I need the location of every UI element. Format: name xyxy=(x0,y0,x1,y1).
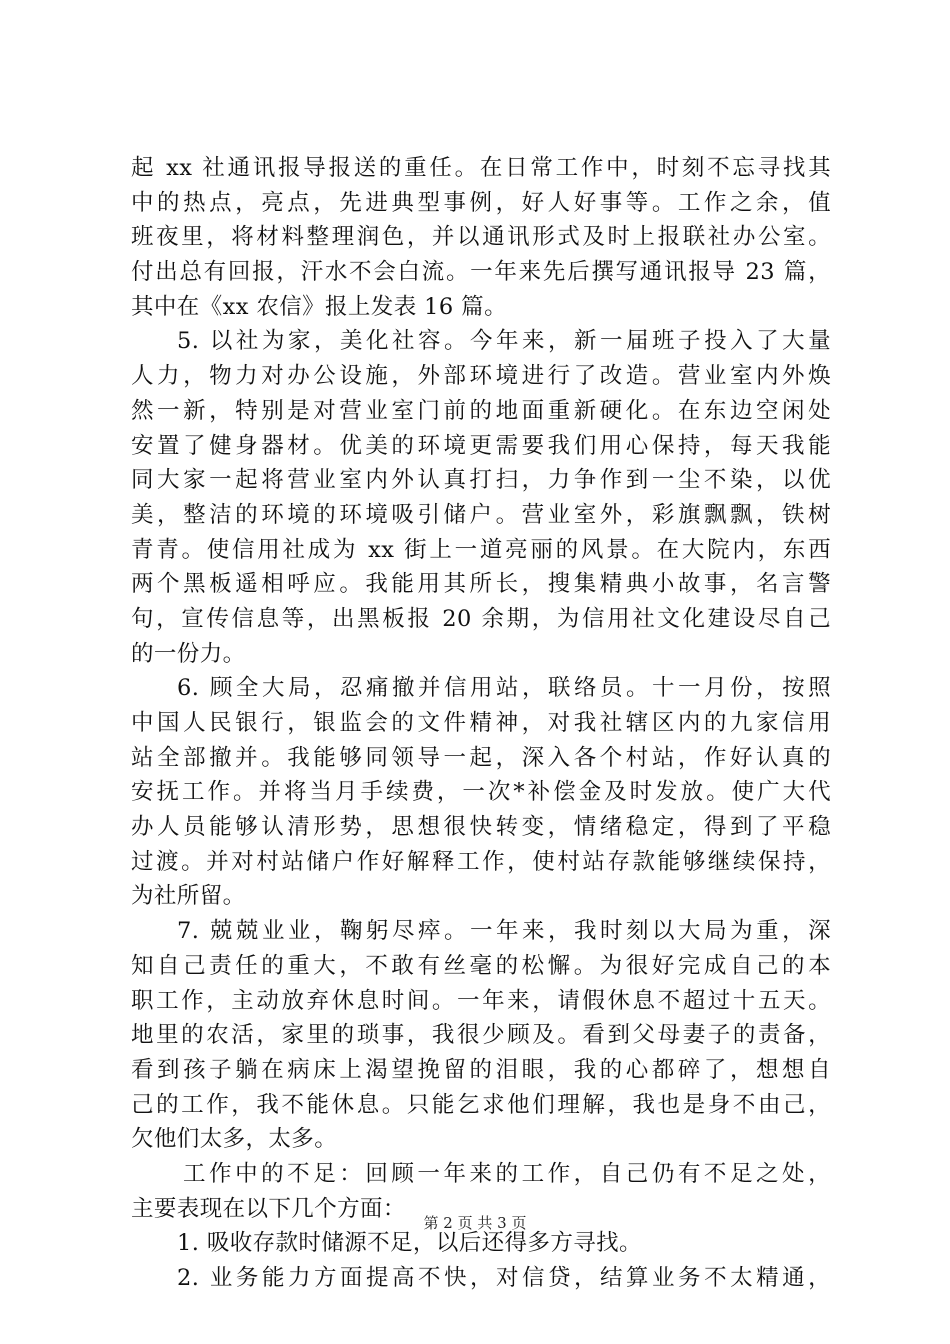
text-line: 地里的农活，家里的琐事，我很少顾及。看到父母妻子的责备， xyxy=(131,1022,831,1049)
text-line: 7. 兢兢业业，鞠躬尽瘁。一年来，我时刻以大局为重，深 xyxy=(177,918,831,945)
text-line: 两个黑板遥相呼应。我能用其所长，搜集精典小故事，名言警 xyxy=(131,571,831,598)
text-line: 2. 业务能力方面提高不快，对信贷，结算业务不太精通， xyxy=(177,1265,831,1291)
text-line: 5. 以社为家，美化社容。今年来，新一届班子投入了大量 xyxy=(177,328,831,355)
text-line: 1. 吸收存款时储源不足，以后还得多方寻找。 xyxy=(177,1230,642,1257)
text-line: 美，整洁的环境的环境吸引储户。营业室外，彩旗飘飘，铁树 xyxy=(131,501,831,528)
text-line: 同大家一起将营业室内外认真打扫，力争作到一尘不染，以优 xyxy=(131,467,831,494)
text-line: 工作中的不足：回顾一年来的工作，自己仍有不足之处， xyxy=(183,1160,831,1187)
text-line: 然一新，特别是对营业室门前的地面重新硬化。在东边空闲处 xyxy=(131,397,831,424)
document-body xyxy=(131,151,831,1296)
text-line: 付出总有回报，汗水不会白流。一年来先后撰写通讯报导 23 篇， xyxy=(131,259,831,286)
text-line: 主要表现在以下几个方面： xyxy=(131,1195,406,1222)
text-line: 己的工作，我不能休息。只能乞求他们理解，我也是身不由己， xyxy=(131,1091,831,1118)
text-line: 的一份力。 xyxy=(131,640,246,667)
text-line: 起 xx 社通讯报导报送的重任。在日常工作中，时刻不忘寻找其 xyxy=(131,155,831,181)
page-footer: 第 2 页 共 3 页 xyxy=(423,1214,527,1232)
text-line: 中的热点，亮点，先进典型事例，好人好事等。工作之余，值 xyxy=(131,189,831,216)
text-line: 其中在《xx 农信》报上发表 16 篇。 xyxy=(131,293,507,320)
text-line: 职工作，主动放弃休息时间。一年来，请假休息不超过十五天。 xyxy=(131,987,831,1014)
text-line: 句，宣传信息等，出黑板报 20 余期，为信用社文化建设尽自己 xyxy=(131,605,831,632)
text-line: 过渡。并对村站储户作好解释工作，使村站存款能够继续保持， xyxy=(131,848,831,875)
text-line: 安抚工作。并将当月手续费，一次*补偿金及时发放。使广大代 xyxy=(131,779,831,806)
text-line: 知自己责任的重大，不敢有丝毫的松懈。为很好完成自己的本 xyxy=(131,952,831,979)
text-line: 青青。使信用社成为 xx 街上一道亮丽的风景。在大院内，东西 xyxy=(131,536,831,563)
text-line: 办人员能够认清形势，思想很快转变，情绪稳定，得到了平稳 xyxy=(131,814,831,841)
text-line: 中国人民银行，银监会的文件精神，对我社辖区内的九家信用 xyxy=(131,710,831,736)
text-line: 看到孩子躺在病床上渴望挽留的泪眼，我的心都碎了，想想自 xyxy=(131,1056,831,1083)
text-line: 欠他们太多，太多。 xyxy=(131,1126,338,1153)
text-line: 6. 顾全大局，忍痛撤并信用站，联络员。十一月份，按照 xyxy=(177,675,831,702)
text-line: 班夜里，将材料整理润色，并以通讯形式及时上报联社办公室。 xyxy=(131,224,831,251)
text-line: 为社所留。 xyxy=(131,883,246,910)
text-line: 人力，物力对办公设施，外部环境进行了改造。营业室内外焕 xyxy=(131,363,831,390)
text-line: 安置了健身器材。优美的环境更需要我们用心保持，每天我能 xyxy=(131,432,831,459)
text-line: 站全部撤并。我能够同领导一起，深入各个村站，作好认真的 xyxy=(131,744,831,771)
